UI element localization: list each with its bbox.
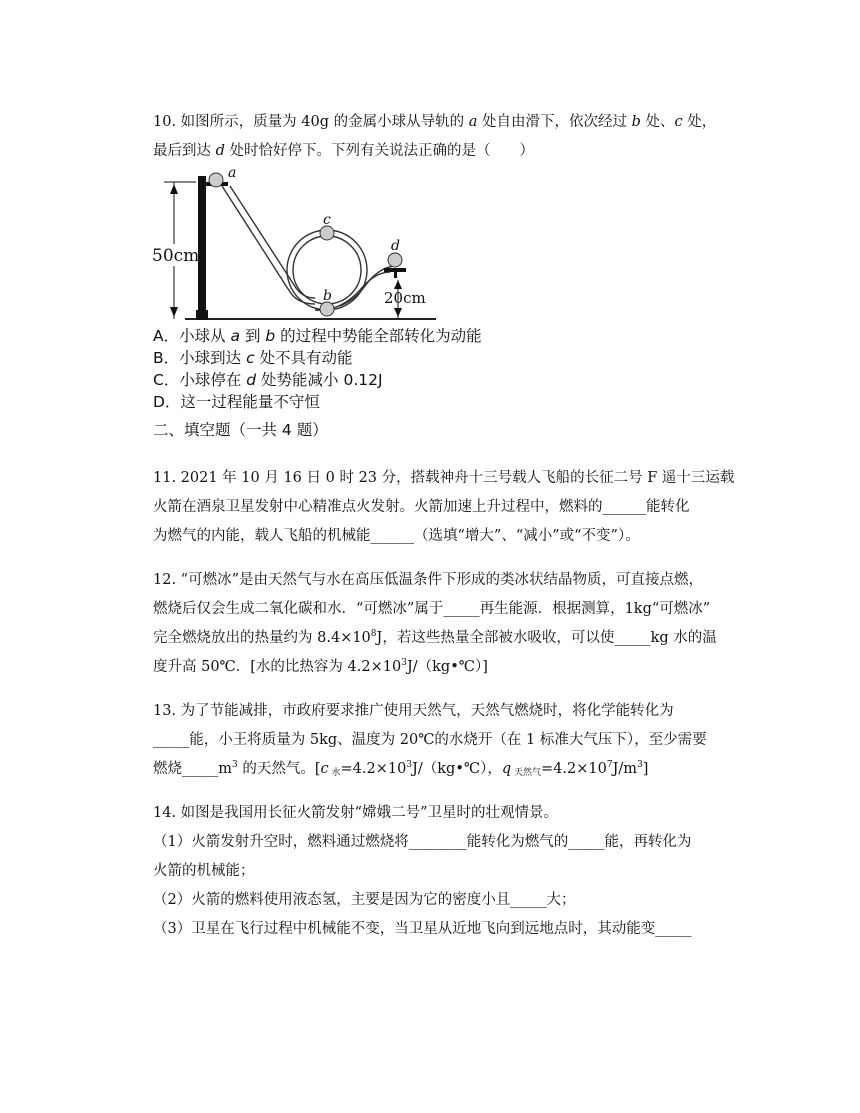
text: ] (642, 761, 649, 777)
ball-d (388, 253, 402, 267)
q14-line3: 火箭的机械能； (153, 863, 255, 879)
arrow-down (170, 307, 178, 317)
text: 处不具有动能 (254, 349, 353, 367)
text: 的天然气。[ (237, 761, 321, 777)
text: 度升高 50℃．[水的比热容为 4.2×10 (153, 659, 402, 675)
arrow-up (170, 184, 178, 194)
ball-c (320, 226, 334, 240)
text: 最后到达 (153, 143, 216, 159)
text: 处， (682, 114, 717, 130)
q11-line1: 11. 2021 年 10 月 16 日 0 时 23 分，搭载神舟十三号载人飞船的长征二号 F 遥十三运载 (153, 470, 735, 486)
d-platform-stem (394, 272, 397, 278)
q14-line2: （1）火箭发射升空时，燃料通过燃烧将________能转化为燃气的_____能，再转化为 (153, 834, 692, 850)
arrow-up-20 (394, 280, 402, 289)
var-d: d (246, 371, 257, 389)
option-a (153, 326, 482, 346)
q13-line1: 13. 为了节能减排，市政府要求推广使用天然气，天然气燃烧时，将化学能转化为 (153, 703, 674, 719)
var-c: c (246, 349, 255, 367)
text: =4.2×10 (541, 761, 607, 777)
text: 处势能减小 0.12J (256, 371, 383, 389)
text: 燃烧_____m (153, 761, 232, 777)
option-b (153, 348, 353, 368)
q13-line2: _____能，小王将质量为 5kg、温度为 20℃的水烧开（在 1 标准大气压下），至少需要 (153, 732, 707, 748)
var-d: d (215, 143, 225, 159)
var-q: q (501, 761, 512, 777)
text: 到 (240, 327, 266, 345)
var-a: a (230, 327, 241, 345)
superscript: 7 (606, 760, 613, 770)
text: 的过程中势能全部转化为动能 (275, 327, 482, 345)
superscript: 3 (406, 760, 413, 770)
superscript: 3 (401, 658, 407, 668)
text: =4.2×10 (340, 761, 407, 777)
var-c: c (320, 761, 329, 777)
text: A．小球从 (153, 327, 231, 345)
q10-line1 (153, 112, 716, 132)
label-c: c (323, 212, 331, 228)
superscript: 8 (370, 629, 377, 639)
label-b: b (323, 288, 332, 304)
q11-line2: 火箭在酒泉卫星发射中心精准点火发射。火箭加速上升过程中，燃料的______能转化 (153, 499, 690, 515)
subscript: 天然气 (511, 768, 542, 778)
q14-line1: 14. 如图是我国用长征火箭发射“嫦娥二号”卫星时的壮观情景。 (153, 805, 558, 821)
q14-line5: （3）卫星在飞行过程中机械能不变，当卫星从近地飞向到远地点时，其动能变_____ (153, 921, 692, 937)
d-platform (384, 268, 406, 272)
q11-line3: 为燃气的内能，载人飞船的机械能______（选填“增大”、“减小”或“不变”）。 (153, 528, 640, 544)
label-d: d (391, 238, 400, 254)
option-d: D．这一过程能量不守恒 (153, 393, 320, 411)
label-20cm: 20cm (384, 289, 426, 307)
ramp-rail-inner (230, 186, 315, 298)
track-figure (150, 162, 440, 324)
text: C．小球停在 (153, 371, 247, 389)
option-c (153, 370, 383, 390)
section-heading: 二、填空题（一共 4 题） (153, 421, 328, 439)
ball-a (209, 173, 223, 187)
text: J，若这些热量全部被水吸收，可以使_____kg 水的温 (376, 630, 717, 646)
text: J/（kg•℃）， (412, 761, 502, 777)
q14-line4: （2）火箭的燃料使用液态氢，主要是因为它的密度小且_____大； (153, 892, 576, 908)
text: 处自由滑下，依次经过 (477, 114, 632, 130)
q13-line3 (153, 759, 648, 779)
text: 处时恰好停下。下列有关说法正确的是（ ） (224, 143, 535, 159)
label-a: a (228, 165, 237, 181)
post-base (196, 310, 208, 320)
q12-line4 (153, 657, 488, 677)
ball-b (320, 302, 334, 316)
q12-line2: 燃烧后仅会生成二氧化碳和水．“可燃冰”属于_____再生能源．根据测算，1kg“可燃冰” (153, 601, 711, 617)
text: J/m (612, 761, 638, 777)
arrow-down-20 (394, 308, 402, 317)
text: 完全燃烧放出的热量约为 8.4×10 (153, 630, 371, 646)
text: 处、 (640, 114, 675, 130)
var-a: a (468, 114, 478, 130)
var-b: b (631, 114, 641, 130)
var-c: c (674, 114, 683, 130)
superscript: 3 (232, 760, 238, 770)
q12-line1: 12. “可燃冰”是由天然气与水在高压低温条件下形成的类冰状结晶物质，可直接点燃， (153, 572, 703, 588)
subscript: 水 (328, 768, 341, 778)
superscript: 3 (637, 760, 643, 770)
label-50cm: 50cm (152, 246, 200, 266)
var-b: b (265, 327, 276, 345)
text: 10. 如图所示，质量为 40g 的金属小球从导轨的 (153, 114, 469, 130)
q10-line2 (153, 141, 534, 161)
q12-line3 (153, 628, 717, 648)
text: J/（kg•℃）] (406, 659, 488, 675)
text: B．小球到达 (153, 349, 247, 367)
